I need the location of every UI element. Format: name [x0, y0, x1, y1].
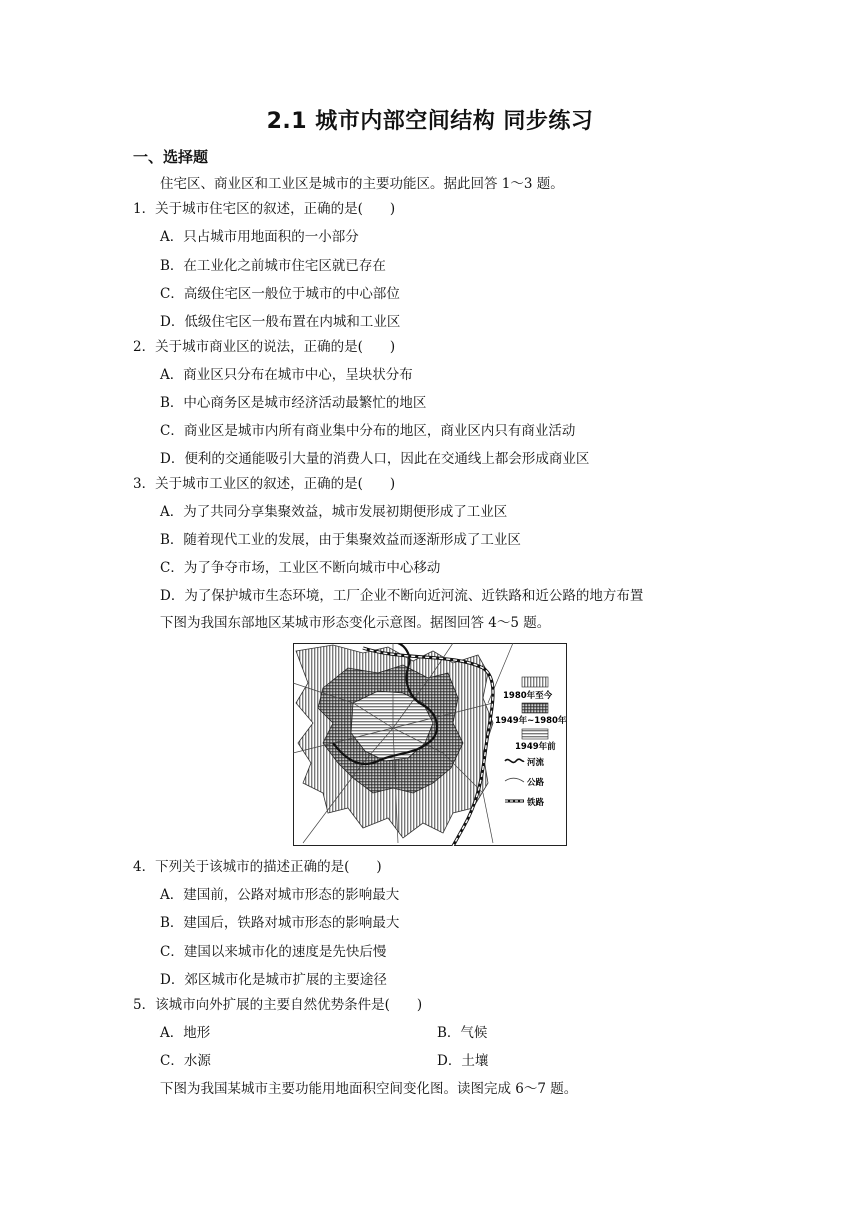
question-4-option-c: C．建国以来城市化的速度是先快后慢 [160, 944, 387, 960]
legend-label-river: 河流 [527, 758, 545, 768]
question-1-option-d: D．低级住宅区一般布置在内城和工业区 [160, 314, 401, 330]
question-5-option-b: B．气候 [437, 1025, 488, 1041]
question-2-option-a: A．商业区只分布在城市中心，呈块状分布 [160, 367, 413, 383]
legend-label-1949: 1949年~1980年 [495, 716, 567, 726]
city-form-change-map [293, 643, 567, 846]
question-4-stem: 4．下列关于该城市的描述正确的是( ) [133, 859, 382, 875]
question-2-option-c: C．商业区是城市内所有商业集中分布的地区，商业区内只有商业活动 [160, 423, 576, 439]
question-4-option-d: D．郊区城市化是城市扩展的主要途径 [160, 972, 387, 988]
question-3-option-d: D．为了保护城市生态环境，工厂企业不断向近河流、近铁路和近公路的地方布置 [160, 588, 644, 604]
question-5-option-d: D．土壤 [437, 1053, 489, 1069]
intro-text-2: 下图为我国东部地区某城市形态变化示意图。据图回答 4～5 题。 [160, 615, 551, 631]
question-1-option-b: B．在工业化之前城市住宅区就已存在 [160, 258, 386, 274]
question-4-option-b: B．建国后，铁路对城市形态的影响最大 [160, 915, 400, 931]
question-1-stem: 1．关于城市住宅区的叙述，正确的是( ) [133, 201, 396, 217]
question-1-option-c: C．高级住宅区一般位于城市的中心部位 [160, 286, 400, 302]
question-3-stem: 3．关于城市工业区的叙述，正确的是( ) [133, 476, 396, 492]
question-4-option-a: A．建国前，公路对城市形态的影响最大 [160, 887, 400, 903]
section-heading: 一、选择题 [133, 148, 209, 166]
legend-swatch-pre1949 [522, 729, 548, 739]
legend-label-pre1949: 1949年前 [515, 742, 556, 752]
question-1-option-a: A．只占城市用地面积的一小部分 [160, 229, 359, 245]
question-3-option-b: B．随着现代工业的发展，由于集聚效益而逐渐形成了工业区 [160, 532, 521, 548]
legend-label-1980: 1980年至今 [503, 691, 553, 701]
legend-label-rail: 铁路 [527, 798, 545, 808]
question-3-option-a: A．为了共同分享集聚效益，城市发展初期便形成了工业区 [160, 504, 508, 520]
question-2-option-b: B．中心商务区是城市经济活动最繁忙的地区 [160, 395, 427, 411]
intro-text-3: 下图为我国某城市主要功能用地面积空间变化图。读图完成 6～7 题。 [160, 1081, 578, 1097]
question-2-option-d: D．便利的交通能吸引大量的消费人口，因此在交通线上都会形成商业区 [160, 451, 590, 467]
question-5-option-c: C．水源 [160, 1053, 211, 1069]
question-3-option-c: C．为了争夺市场，工业区不断向城市中心移动 [160, 560, 441, 576]
question-5-stem: 5．该城市向外扩展的主要自然优势条件是( ) [133, 997, 423, 1013]
legend-label-road: 公路 [527, 778, 545, 788]
question-2-stem: 2．关于城市商业区的说法，正确的是( ) [133, 339, 396, 355]
intro-text-1: 住宅区、商业区和工业区是城市的主要功能区。据此回答 1～3 题。 [160, 176, 564, 192]
legend-swatch-1980 [522, 677, 548, 687]
page-title: 2.1 城市内部空间结构 同步练习 [266, 109, 594, 134]
question-5-option-a: A．地形 [160, 1025, 211, 1041]
legend-swatch-1949 [522, 703, 548, 713]
